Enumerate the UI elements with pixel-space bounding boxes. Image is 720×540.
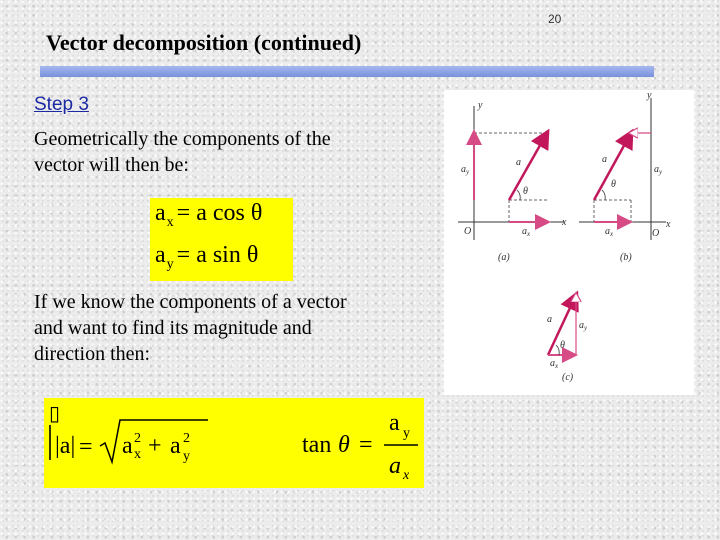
theta-label: θ	[523, 186, 528, 197]
magnitude-direction-formulas	[44, 398, 424, 488]
term-ay-sub: y	[183, 449, 190, 464]
vector-label: a⃗	[516, 157, 529, 168]
x-axis-label: x	[666, 219, 671, 230]
theta-arc	[602, 190, 605, 200]
geometric-components-text	[34, 126, 331, 178]
vector-label: a⃗	[602, 154, 615, 165]
theta-label: θ	[560, 340, 565, 351]
text-line: vector will then be:	[34, 154, 189, 176]
plus-sign: +	[148, 433, 162, 459]
panel-c	[547, 295, 588, 383]
text-line: and want to find its magnitude and	[34, 317, 312, 339]
term-ax: a	[122, 433, 133, 459]
term-ay-sup: 2	[183, 431, 190, 446]
magnitude-symbol: |a|	[55, 433, 76, 459]
ax-label: $a_x$	[550, 358, 559, 370]
term-ax-sub: x	[134, 447, 141, 462]
equals-sign: =	[79, 434, 93, 460]
term-ay: a	[170, 433, 181, 459]
step-3-link[interactable]: Step 3	[34, 94, 89, 115]
panel-b	[579, 90, 671, 263]
ay-equation: $a_y = a$ sin θ	[155, 242, 259, 272]
fraction-denominator: a	[389, 453, 401, 479]
theta-symbol: θ	[338, 432, 350, 458]
slide-title: Vector decomposition (continued)	[46, 30, 362, 55]
y-axis-label: y	[647, 90, 652, 101]
x-axis-label: x	[562, 217, 567, 228]
ay-label: $a_y$	[579, 320, 588, 332]
tan-label: tan	[302, 432, 332, 458]
fraction-numerator-sub: y	[403, 426, 410, 441]
theta-arc	[517, 190, 520, 200]
panel-a	[458, 100, 567, 263]
text-line: direction then:	[34, 343, 151, 365]
fraction-denominator-sub: x	[403, 468, 410, 483]
theta-arc	[556, 345, 559, 355]
vector-label: a⃗	[547, 314, 560, 325]
page-number: 20	[548, 12, 562, 26]
vector-components-figure	[444, 90, 694, 395]
origin-label: O	[464, 226, 472, 237]
ax-label: $a_x$	[605, 226, 614, 238]
ax-equation: $a_x = a$ cos θ	[155, 200, 263, 230]
y-axis-label: y	[478, 100, 483, 111]
fraction-numerator: a	[389, 410, 400, 436]
missing-glyph: ▯	[49, 403, 61, 425]
equals-sign: =	[359, 432, 373, 458]
text-line: If we know the components of a vector	[34, 291, 347, 313]
ay-label: $a_y$	[654, 164, 663, 176]
panel-b-caption: (b)	[620, 252, 632, 263]
magnitude-direction-text	[34, 289, 347, 367]
ax-label: $a_x$	[522, 226, 531, 238]
term-ax-sup: 2	[134, 431, 141, 446]
panel-a-caption: (a)	[498, 252, 510, 263]
panel-c-caption: (c)	[562, 372, 574, 383]
origin-label: O	[652, 228, 660, 239]
ay-label: $a_y$	[461, 164, 470, 176]
theta-label: θ	[611, 179, 616, 190]
title-underline-bar	[40, 66, 654, 77]
vector-diagram	[444, 90, 694, 395]
text-line: Geometrically the components of the	[34, 128, 331, 150]
